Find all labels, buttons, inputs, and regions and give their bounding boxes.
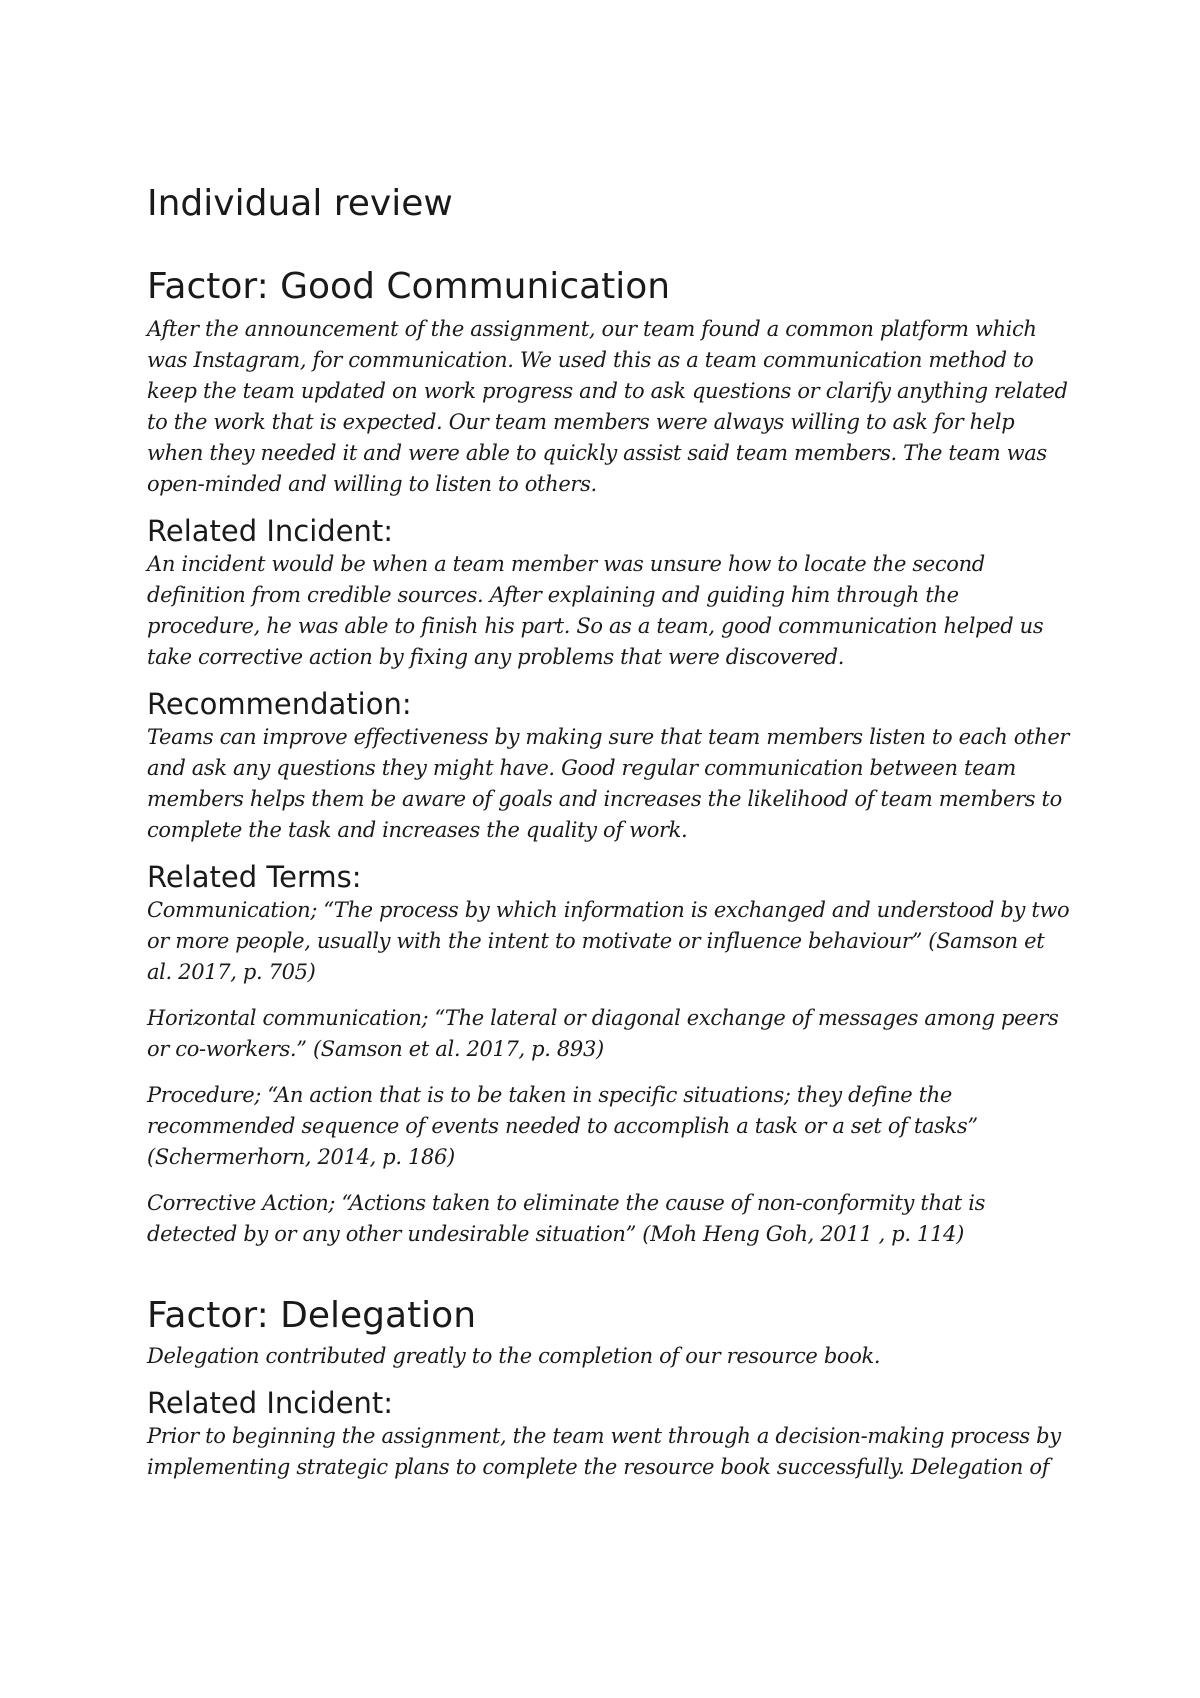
factor-heading: Factor: Delegation xyxy=(147,1294,477,1336)
term-procedure: Procedure; “An action that is to be taken in specific situations; they define the recommended sequence of events needed to accomplish a task or a set of tasks” (Schermerhorn, 2014, p. 186) xyxy=(147,1082,978,1169)
document-title: Individual review xyxy=(147,183,453,224)
factor-description: After the announcement of the assignment, our team found a common platform which was Instagram, for communication. We used this as a team communication method to keep the team updated on work progress and to ask questions or clarify anything related to the work that is expected. Our team members were always willing to ask for help when they needed it and were able to quickly assist said team members. The team was open-minded and willing to listen to others. xyxy=(147,317,1068,497)
factor-delegation xyxy=(147,1294,1072,1483)
term-horizontal-communication: Horizontal communication; “The lateral or diagonal exchange of messages among peers or co-workers.” (Samson et al. 2017, p. 893) xyxy=(147,1005,1059,1061)
factor-good-communication xyxy=(147,265,1072,1250)
related-incident-text: Prior to beginning the assignment, the team went through a decision-making process by implementing strategic plans to complete the resource book successfully. Delegation of xyxy=(147,1423,1061,1479)
related-incident-text: An incident would be when a team member was unsure how to locate the second definition from credible sources. After explaining and guiding him through the procedure, he was able to finish his part. So as a team, good communication helped us take corrective action by fixing any problems that were discovered. xyxy=(147,552,1044,670)
related-incident-heading: Related Incident: xyxy=(147,1385,394,1420)
term-communication: Communication; “The process by which information is exchanged and understood by two or more people, usually with the intent to motivate or influence behaviour” (Samson et al. 2017, p. 705) xyxy=(147,897,1070,984)
factor-heading: Factor: Good Communication xyxy=(147,266,671,308)
related-incident-heading: Related Incident: xyxy=(147,514,394,549)
factor-description: Delegation contributed greatly to the completion of our resource book. xyxy=(147,1343,881,1368)
related-terms-heading: Related Terms: xyxy=(147,859,362,894)
document-page xyxy=(147,182,1072,1483)
recommendation-heading: Recommendation: xyxy=(147,687,412,722)
term-corrective-action: Corrective Action; “Actions taken to eliminate the cause of non-conformity that is detected by or any other undesirable situation” (Moh Heng Goh, 2011 , p. 114) xyxy=(147,1190,985,1246)
recommendation-text: Teams can improve effectiveness by making sure that team members listen to each other and ask any questions they might have. Good regular communication between team members helps them be aware of goals and increases the likelihood of team members to complete the task and increases the quality of work. xyxy=(147,724,1070,842)
